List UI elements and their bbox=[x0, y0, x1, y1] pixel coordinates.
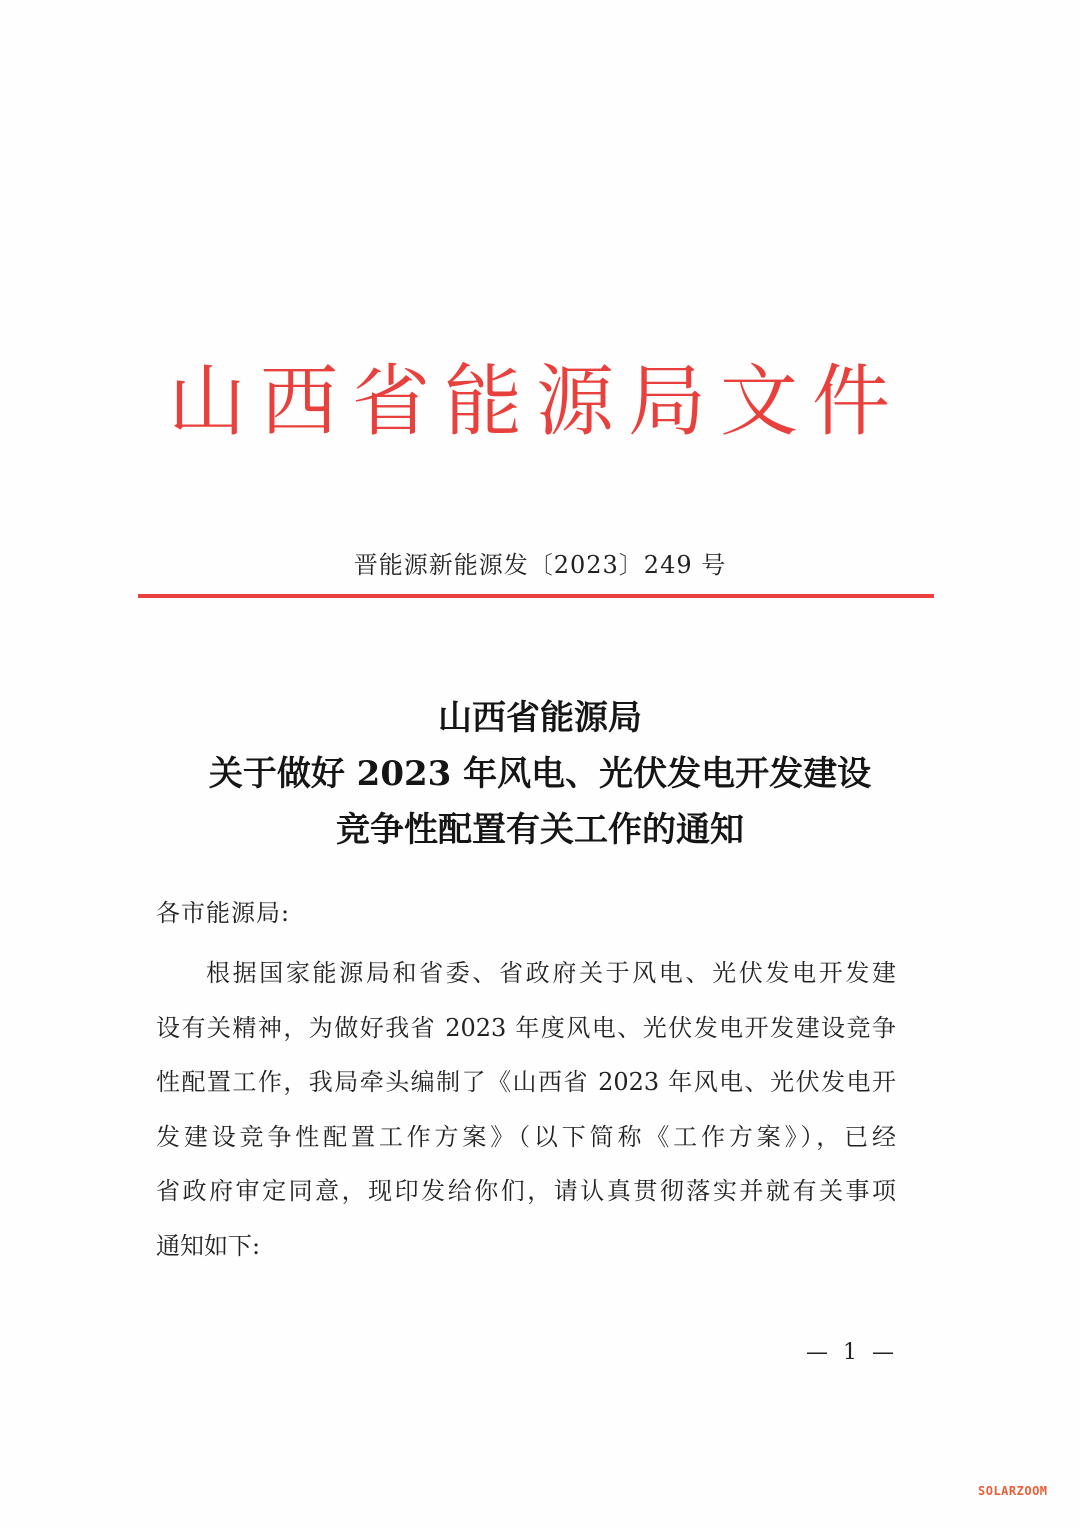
masthead-title: 山西省能源局文件 bbox=[168, 357, 905, 447]
body-paragraph bbox=[156, 946, 896, 1273]
body-line: 根据国家能源局和省委、省政府关于风电、光伏发电开发建 bbox=[206, 959, 896, 987]
body-line: 性配置工作，我局牵头编制了《山西省 2023 年风电、光伏发电开 bbox=[156, 1068, 896, 1096]
body-line: 设有关精神，为做好我省 2023 年度风电、光伏发电开发建设竞争 bbox=[156, 1013, 896, 1042]
body-line: 发建设竞争性配置工作方案》（以下简称《工作方案》），已经 bbox=[156, 1122, 896, 1151]
title-line-subject: 关于做好 2023 年风电、光伏发电开发建设 bbox=[208, 754, 872, 794]
body-line: 省政府审定同意，现印发给你们，请认真贯彻落实并就有关事项 bbox=[156, 1177, 896, 1205]
salutation: 各市能源局: bbox=[156, 899, 291, 927]
notice-title bbox=[0, 690, 1080, 858]
page-number: — 1 — bbox=[806, 1340, 898, 1365]
document-number: 晋能源新能源发〔2023〕249 号 bbox=[353, 551, 727, 579]
solarzoom-watermark: SOLARZOOM bbox=[978, 1484, 1048, 1498]
title-line-subject-end: 竞争性配置有关工作的通知 bbox=[336, 810, 744, 850]
red-separator-line bbox=[138, 594, 934, 598]
title-line-issuer: 山西省能源局 bbox=[438, 698, 642, 738]
body-line: 通知如下: bbox=[156, 1231, 261, 1260]
